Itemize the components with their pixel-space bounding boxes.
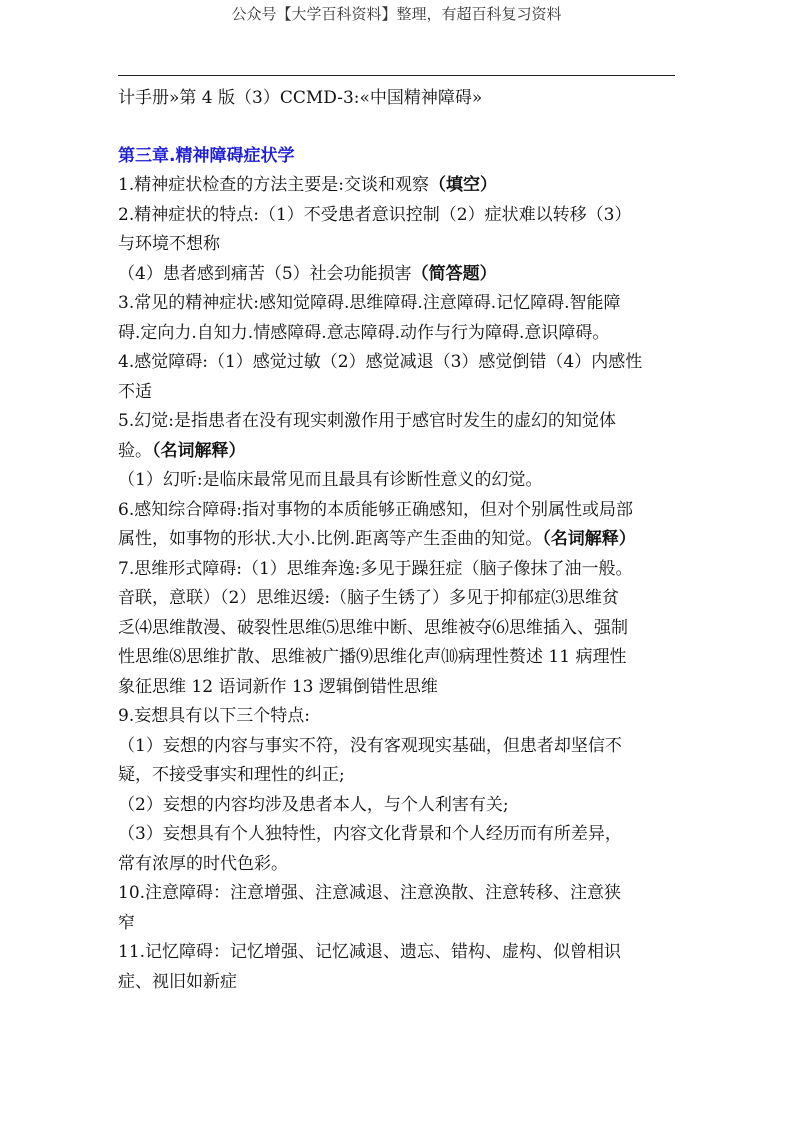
question-type-tag: （简答题） xyxy=(411,263,497,284)
line-text: 碍.定向力.自知力.情感障碍.意志障碍.动作与行为障碍.意识障碍。 xyxy=(118,322,610,343)
body-line xyxy=(118,466,680,496)
body-line xyxy=(118,702,680,732)
body-line xyxy=(118,791,680,821)
body-line xyxy=(118,496,680,526)
line-text: 乏⑷思维散漫、破裂性思维⑸思维中断、思维被夺⑹思维插入、强制 xyxy=(118,617,628,638)
line-text: 性思维⑻思维扩散、思维被广播⑼思维化声⑽病理性赘述 11 病理性 xyxy=(118,647,627,667)
line-text: （1）妄想的内容与事实不符，没有客观现实基础，但患者却坚信不 xyxy=(118,735,622,756)
question-type-tag: （填空） xyxy=(428,175,497,195)
question-type-tag: （名词解释） xyxy=(152,440,246,461)
body-line xyxy=(118,673,680,703)
line-text: 4.感觉障碍:（1）感觉过敏（2）感觉减退（3）感觉倒错（4）内感性 xyxy=(118,352,643,372)
body-line xyxy=(118,879,680,909)
question-type-tag: （名词解释） xyxy=(542,529,636,549)
body-line xyxy=(118,319,680,349)
line-text: 9.妄想具有以下三个特点: xyxy=(118,706,310,726)
line-text: 音联，意联）（2）思维迟缓:（脑子生锈了）多见于抑郁症⑶思维贫 xyxy=(118,588,620,608)
line-text: 1.精神症状检查的方法主要是:交谈和观察 xyxy=(118,175,429,195)
line-text: 10.注意障碍：注意增强、注意减退、注意涣散、注意转移、注意狭 xyxy=(118,883,622,903)
line-text: （2）妄想的内容均涉及患者本人，与个人利害有关; xyxy=(118,794,509,815)
header-line: 计手册»第 4 版（3）CCMD-3:«中国精神障碍» xyxy=(118,88,483,108)
body-line xyxy=(118,555,680,585)
line-text: （3）妄想具有个人独特性，内容文化背景和个人经历而有所差异， xyxy=(118,824,622,844)
line-text: 常有浓厚的时代色彩。 xyxy=(118,853,288,874)
line-text: 窄 xyxy=(118,912,135,933)
body-line xyxy=(118,761,680,791)
body-line xyxy=(118,437,680,467)
body-line xyxy=(118,938,680,968)
line-text: 不适 xyxy=(118,381,152,402)
line-text: 11.记忆障碍：记忆增强、记忆减退、遗忘、错构、虚构、似曾相识 xyxy=(118,942,622,962)
line-text: 5.幻觉:是指患者在没有现实刺激作用于感官时发生的虚幻的知觉体 xyxy=(118,411,616,431)
line-text: 症、视旧如新症 xyxy=(118,971,237,992)
line-text: 7.思维形式障碍:（1）思维奔逸:多见于躁狂症（脑子像抹了油一般。 xyxy=(118,558,633,579)
body-line xyxy=(118,614,680,644)
body-line xyxy=(118,230,680,260)
body-line xyxy=(118,820,680,850)
line-text: 疑，不接受事实和理性的纠正; xyxy=(118,765,345,785)
body-line xyxy=(118,201,680,231)
body-line xyxy=(118,732,680,762)
body-lines xyxy=(118,171,680,997)
body-line xyxy=(118,378,680,408)
line-text: 验。 xyxy=(118,440,152,461)
chapter-title: 第三章.精神障碍症状学 xyxy=(118,145,295,166)
watermark-banner: 公众号【大学百科资料】整理，有超百科复习资料 xyxy=(231,5,562,23)
body-line xyxy=(118,289,680,319)
line-text: （1）幻听:是临床最常见而且最具有诊断性意义的幻觉。 xyxy=(118,470,543,490)
line-text: 3.常见的精神症状:感知觉障碍.思维障碍.注意障碍.记忆障碍.智能障 xyxy=(118,293,621,313)
line-text: 属性，如事物的形状.大小.比例.距离等产生歪曲的知觉。 xyxy=(118,529,543,549)
body-line xyxy=(118,584,680,614)
line-text: 与环境不想称 xyxy=(118,234,220,254)
line-text: 6.感知综合障碍:指对事物的本质能够正确感知，但对个别属性或局部 xyxy=(118,499,633,520)
body-line xyxy=(118,525,680,555)
line-text: （4）患者感到痛苦（5）社会功能损害 xyxy=(118,263,412,284)
body-line xyxy=(118,348,680,378)
line-text: 象征思维 12 语词新作 13 逻辑倒错性思维 xyxy=(118,676,438,697)
body-line xyxy=(118,850,680,880)
body-line xyxy=(118,909,680,939)
body-line xyxy=(118,643,680,673)
line-text: 2.精神症状的特点:（1）不受患者意识控制（2）症状难以转移（3） xyxy=(118,204,632,225)
body-line xyxy=(118,171,680,201)
body-line xyxy=(118,260,680,290)
document-body xyxy=(118,84,680,997)
header-rule xyxy=(118,75,675,76)
body-line xyxy=(118,968,680,998)
body-line xyxy=(118,407,680,437)
